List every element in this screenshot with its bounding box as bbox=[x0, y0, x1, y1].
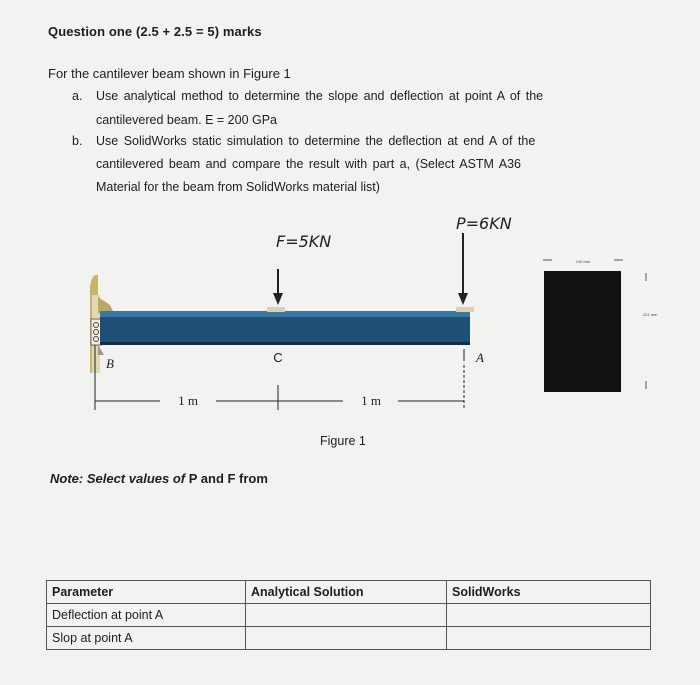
load-f-label: F=5KN bbox=[276, 232, 332, 251]
note-prefix: Note: Select values of bbox=[50, 471, 186, 486]
item-marker: a. bbox=[72, 89, 83, 103]
table-header: Parameter bbox=[47, 581, 246, 604]
item-line: Use analytical method to determine the slope and deflection at point A of the bbox=[96, 89, 544, 103]
point-b-label: B bbox=[106, 356, 114, 371]
question-intro: For the cantilever beam shown in Figure 1 bbox=[48, 66, 291, 81]
note bbox=[50, 471, 268, 486]
item-line: cantilevered beam. E = 200 GPa bbox=[96, 113, 278, 127]
beam-cross-section bbox=[543, 260, 646, 392]
table-cell[interactable] bbox=[447, 604, 651, 627]
point-c-label: C bbox=[273, 350, 283, 365]
item-line: Use SolidWorks static simulation to determine the deflection at end A of the bbox=[96, 134, 536, 148]
point-a-label: A bbox=[476, 350, 484, 365]
question-item-a bbox=[72, 89, 652, 129]
item-line: cantilevered beam and compare the result with part a, (Select ASTM A36 bbox=[96, 157, 521, 171]
item-line: Material for the beam from SolidWorks material list) bbox=[96, 180, 380, 194]
question-title: Question one (2.5 + 2.5 = 5) marks bbox=[48, 24, 262, 39]
table-row bbox=[47, 604, 651, 627]
table-cell: Deflection at point A bbox=[47, 604, 246, 627]
figure-caption: Figure 1 bbox=[320, 434, 366, 448]
beam-diagram bbox=[78, 205, 678, 415]
section-width-label: 140 mm bbox=[575, 259, 591, 264]
span-1-label: 1 m bbox=[178, 393, 198, 408]
load-p-label: P=6KN bbox=[456, 214, 512, 233]
parameter-table bbox=[46, 580, 651, 650]
table-header: SolidWorks bbox=[447, 581, 651, 604]
table-cell[interactable] bbox=[246, 627, 447, 650]
section-height-label: 221 mm bbox=[643, 312, 658, 317]
question-item-b bbox=[72, 134, 652, 200]
table-cell[interactable] bbox=[246, 604, 447, 627]
load-f-arrow bbox=[273, 269, 283, 305]
span-2-label: 1 m bbox=[361, 393, 381, 408]
note-suffix: P and F from bbox=[185, 471, 268, 486]
table-header: Analytical Solution bbox=[246, 581, 447, 604]
table-row bbox=[47, 627, 651, 650]
table-cell: Slop at point A bbox=[47, 627, 246, 650]
item-marker: b. bbox=[72, 134, 83, 148]
load-p-arrow bbox=[458, 233, 468, 305]
table-cell[interactable] bbox=[447, 627, 651, 650]
table-header-row bbox=[47, 581, 651, 604]
beam bbox=[100, 307, 474, 345]
